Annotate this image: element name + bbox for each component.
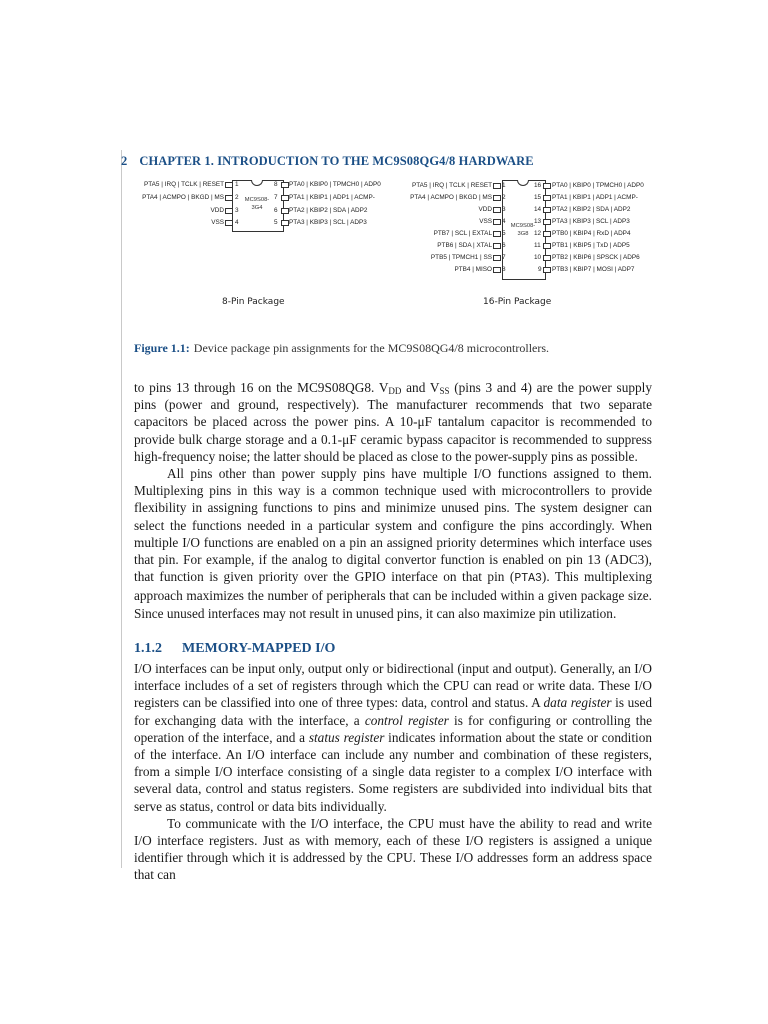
chapter-title: CHAPTER 1. INTRODUCTION TO THE MC9S08QG4/8 HARDWARE xyxy=(139,154,534,168)
pin-number: 14 xyxy=(534,206,542,213)
pin-number: 6 xyxy=(274,207,278,214)
code-text: PTA3 xyxy=(514,572,542,586)
pin-label: VSS xyxy=(479,218,492,225)
pin-number: 2 xyxy=(235,194,239,201)
pin-label: PTA0 | KBIP0 | TPMCH0 | ADP0 xyxy=(552,182,644,189)
pin-label: PTA0 | KBIP0 | TPMCH0 | ADP0 xyxy=(289,181,381,188)
pin-label: PTA2 | KBIP2 | SDA | ADP2 xyxy=(552,206,631,213)
pin-number: 6 xyxy=(502,242,506,249)
pin-number: 7 xyxy=(502,254,506,261)
pin-number: 16 xyxy=(534,182,542,189)
text-run: To communicate with the I/O interface, the CPU must have the ability to read and write I/O interface registers. Just as with memory, each of these I/O registers is assigned a unique identifier through which it is addressed by the CPU. These I/O addresses form an address space that can xyxy=(134,815,652,883)
lead xyxy=(493,267,501,273)
pin-label: PTB3 | KBIP7 | MOSI | ADP7 xyxy=(552,266,635,273)
lead xyxy=(543,195,551,201)
lead xyxy=(543,183,551,189)
pin-label: PTB7 | SCL | EXTAL xyxy=(433,230,492,237)
paragraph-multiplexing xyxy=(134,465,652,622)
paragraph-communicate xyxy=(134,815,652,884)
text-run: ). This multiplexing approach maximizes the number of peripherals that can be included within a given package size. Since unused interfaces may not result in unused pins, it can also maximize pin utilization. xyxy=(134,569,652,621)
chip-label-line2: 3G8 xyxy=(517,231,529,237)
pin-label: PTA1 | KBIP1 | ADP1 | ACMP- xyxy=(552,194,638,201)
lead xyxy=(543,243,551,249)
page-number: 2 xyxy=(121,154,128,168)
lead xyxy=(225,220,233,226)
lead xyxy=(493,231,501,237)
pin-number: 4 xyxy=(502,218,506,225)
pin-label: PTA3 | KBIP3 | SCL | ADP3 xyxy=(289,219,367,226)
lead xyxy=(225,182,233,188)
emphasis: status register xyxy=(308,729,385,745)
running-head xyxy=(121,154,534,169)
pin-number: 8 xyxy=(274,181,278,188)
lead xyxy=(281,195,289,201)
chip-label-line1: MC9S08- xyxy=(244,197,270,203)
pin-number: 1 xyxy=(235,181,239,188)
subscript: SS xyxy=(439,386,450,396)
pin-number: 15 xyxy=(534,194,542,201)
pin-number: 13 xyxy=(534,218,542,225)
pin-label: PTA4 | ACMPO | BKGD | MS xyxy=(410,194,492,201)
pin-number: 5 xyxy=(274,219,278,226)
lead xyxy=(543,219,551,225)
text-run: All pins other than power supply pins have multiple I/O functions assigned to them. Multiplexing pins in this way is a common technique used with microcontrollers to provide flexibility in assigning functions to pins and minimize unused pins. The system designer can select the functions needed in a particular system and configure the pins accordingly. When multiple I/O functions are enabled on a pin an assigned priority determines which interface uses that pin. For example, if the analog to digital convertor function is enabled on pin 13 (ADC3), that function is given priority over the GPIO interface on that pin ( xyxy=(134,466,652,585)
pin-label: VSS xyxy=(211,219,224,226)
package-label-8: 8-Pin Package xyxy=(222,297,285,307)
paragraph-io-registers xyxy=(134,660,652,815)
lead xyxy=(493,207,501,213)
section-heading xyxy=(134,641,335,657)
pin-label: VDD xyxy=(478,206,492,213)
margin-rule xyxy=(121,150,122,868)
paragraph-power-pins xyxy=(134,379,652,465)
text-run: (pins 3 and 4) are the power supply pins (power and ground, respectively). The manufacturer recommends that two separate capacitors be placed across the power pins. A 10-μF tantalum capacitor is recommended to provide bulk charge storage and a 0.1-μF ceramic bypass capacitor is recommended to suppress high-frequency noise; the latter should be placed as close to the power-supply pins as possible. xyxy=(134,380,652,464)
text-run: and V xyxy=(401,380,440,395)
lead xyxy=(225,195,233,201)
pin-label: PTA1 | KBIP1 | ADP1 | ACMP- xyxy=(289,194,375,201)
lead xyxy=(543,231,551,237)
figure-caption-label: Figure 1.1: xyxy=(134,341,190,355)
pin-number: 8 xyxy=(502,266,506,273)
lead xyxy=(543,255,551,261)
lead xyxy=(543,207,551,213)
lead xyxy=(281,182,289,188)
pin-label: PTB4 | MISO xyxy=(454,266,492,273)
pin-number: 4 xyxy=(235,219,239,226)
lead xyxy=(493,183,501,189)
pin-label: PTB1 | KBIP5 | TxD | ADP5 xyxy=(552,242,630,249)
pin-label: PTB2 | KBIP6 | SPSCK | ADP6 xyxy=(552,254,640,261)
chip-label-line1: MC9S08- xyxy=(510,223,536,229)
pin-label: PTA5 | IRQ | TCLK | RESET xyxy=(143,181,224,188)
pin-label: PTB6 | SDA | XTAL xyxy=(437,242,492,249)
figure-caption-text: Device package pin assignments for the MC9S08QG4/8 microcontrollers. xyxy=(193,341,550,355)
lead xyxy=(493,243,501,249)
pin-number: 3 xyxy=(235,207,239,214)
body-block-1 xyxy=(134,379,652,622)
lead xyxy=(225,208,233,214)
pin-number: 9 xyxy=(538,266,542,273)
text-run: is for configuring or controlling the operation of the interface, and a xyxy=(134,712,653,745)
figure-caption xyxy=(134,341,549,356)
lead xyxy=(493,195,501,201)
text-run: indicates information about the state or condition of the interface. An I/O interface can include any number and combination of these registers, from a simple I/O interface consisting of a single data register to a complex I/O interface with several data, control and status registers. Some registers are subdivided into individual bits that serve as status, control or data bits individually. xyxy=(134,729,653,814)
text-run: is used for exchanging data with the interface, a xyxy=(134,695,652,728)
pin-number: 3 xyxy=(502,206,506,213)
pin-number: 2 xyxy=(502,194,506,201)
lead xyxy=(281,220,289,226)
pin-number: 11 xyxy=(534,242,541,249)
pin-label: PTB5 | TPMCH1 | SS xyxy=(430,254,492,261)
pin-number: 1 xyxy=(502,182,506,189)
lead xyxy=(493,219,501,225)
subscript: DD xyxy=(388,386,402,396)
text-run: I/O interfaces can be input only, output only or bidirectional (input and output). Generally, an I/O interface includes of a set of registers through which the CPU can read or write data. These I/O registers can be classified into one of three types: data, control and status. A xyxy=(134,661,652,711)
pin-label: PTA3 | KBIP3 | SCL | ADP3 xyxy=(552,218,630,225)
pin-label: PTA2 | KBIP2 | SDA | ADP2 xyxy=(289,207,368,214)
emphasis: data register xyxy=(543,695,612,711)
lead xyxy=(281,208,289,214)
package-label-16: 16-Pin Package xyxy=(483,297,552,307)
body-block-2 xyxy=(134,660,652,884)
pin-number: 12 xyxy=(534,230,542,237)
pin-number: 10 xyxy=(534,254,542,261)
pin-label: PTB0 | KBIP4 | RxD | ADP4 xyxy=(552,230,631,237)
pin-label: VDD xyxy=(210,207,224,214)
pin-number: 7 xyxy=(274,194,278,201)
text-run: to pins 13 through 16 on the MC9S08QG8. V xyxy=(134,380,389,395)
pin-number: 5 xyxy=(502,230,506,237)
section-number: 1.1.2 xyxy=(134,641,162,656)
emphasis: control register xyxy=(364,712,449,728)
lead xyxy=(493,255,501,261)
lead xyxy=(543,267,551,273)
pin-label: PTA5 | IRQ | TCLK | RESET xyxy=(411,182,492,189)
section-title: MEMORY-MAPPED I/O xyxy=(182,641,336,656)
pin-label: PTA4 | ACMPO | BKGD | MS xyxy=(142,194,224,201)
chip-label-line2: 3G4 xyxy=(251,205,263,211)
